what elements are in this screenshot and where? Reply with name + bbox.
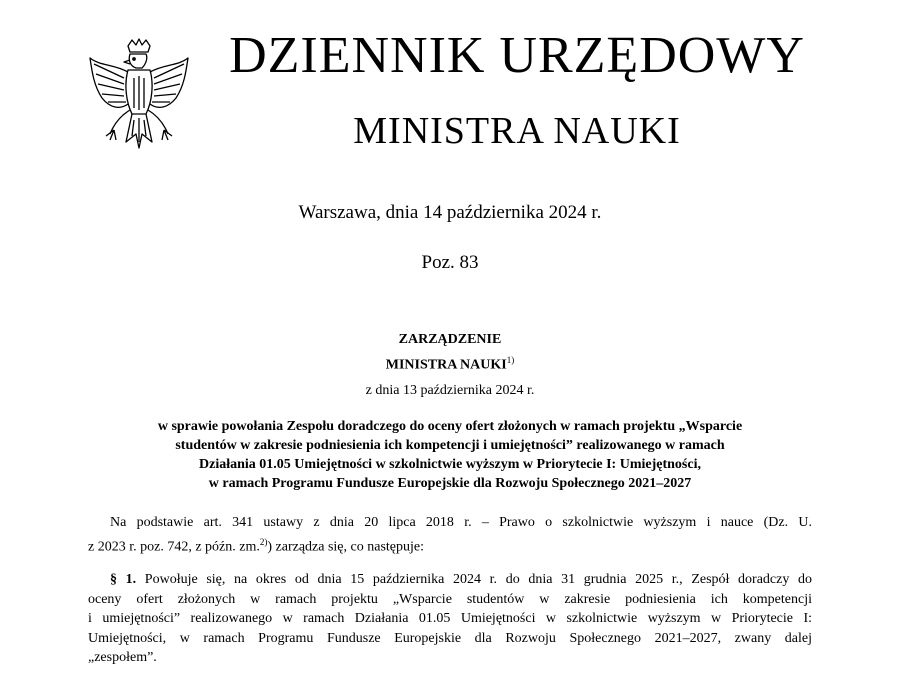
- section-line: [88, 570, 812, 590]
- subject-line: studentów w zakresie podniesienia ich kompetencji i umiejętności” realizowanego w ramach: [175, 438, 725, 453]
- polish-eagle-emblem-icon: [84, 38, 194, 166]
- journal-title: DZIENNIK URZĘDOWY: [229, 27, 805, 84]
- section-line: oceny ofert złożonych w ramach projektu „Wsparcie studentów w zakresie podniesienia ich kompetencji: [88, 591, 812, 607]
- preamble-line: [88, 533, 812, 557]
- section-text: Powołuje się, na okres od dnia 15 października 2024 r. do dnia 31 grudnia 2025 r., Zespół doradczy do: [136, 572, 813, 587]
- act-subject: [88, 417, 812, 493]
- section-line: i umiejętności” realizowanego w ramach Działania 01.05 Umiejętności w szkolnictwie wyższym w Priorytecie I:: [88, 611, 812, 626]
- act-type: ZARZĄDZENIE: [398, 332, 502, 347]
- section-label: § 1.: [110, 572, 137, 587]
- preamble-paragraph: [88, 513, 812, 557]
- journal-subtitle: MINISTRA NAUKI: [353, 110, 681, 152]
- footnote-ref-1[interactable]: 1): [506, 355, 515, 365]
- position-number: Poz. 83: [421, 252, 479, 273]
- act-date: z dnia 13 października 2024 r.: [365, 383, 535, 398]
- preamble-line: Na podstawie art. 341 ustawy z dnia 20 lipca 2018 r. – Prawo o szkolnictwie wyższym i nauce (Dz. U.: [110, 515, 812, 530]
- publication-place-date: Warszawa, dnia 14 października 2024 r.: [298, 202, 602, 223]
- footnote-ref-2[interactable]: 2): [259, 536, 268, 547]
- section-line: Umiejętności, w ramach Programu Fundusze Europejskie dla Rozwoju Społecznego 2021–2027, zwany dalej: [88, 630, 812, 646]
- act-author-text: MINISTRA NAUKI: [385, 357, 507, 373]
- subject-line: w ramach Programu Fundusze Europejskie dla Rozwoju Społecznego 2021–2027: [208, 476, 692, 491]
- preamble-text: z 2023 r. poz. 742, z późn. zm.: [88, 539, 260, 555]
- act-author: [0, 350, 900, 376]
- subject-line: w sprawie powołania Zespołu doradczego do oceny ofert złożonych w ramach projektu „Wsparcie: [157, 419, 743, 434]
- preamble-text: ) zarządza się, co następuje:: [267, 539, 424, 555]
- section-line: „zespołem”.: [88, 650, 157, 665]
- subject-line: Działania 01.05 Umiejętności w szkolnictwie wyższym w Priorytecie I: Umiejętności,: [199, 457, 701, 472]
- section-1-paragraph: [88, 570, 812, 668]
